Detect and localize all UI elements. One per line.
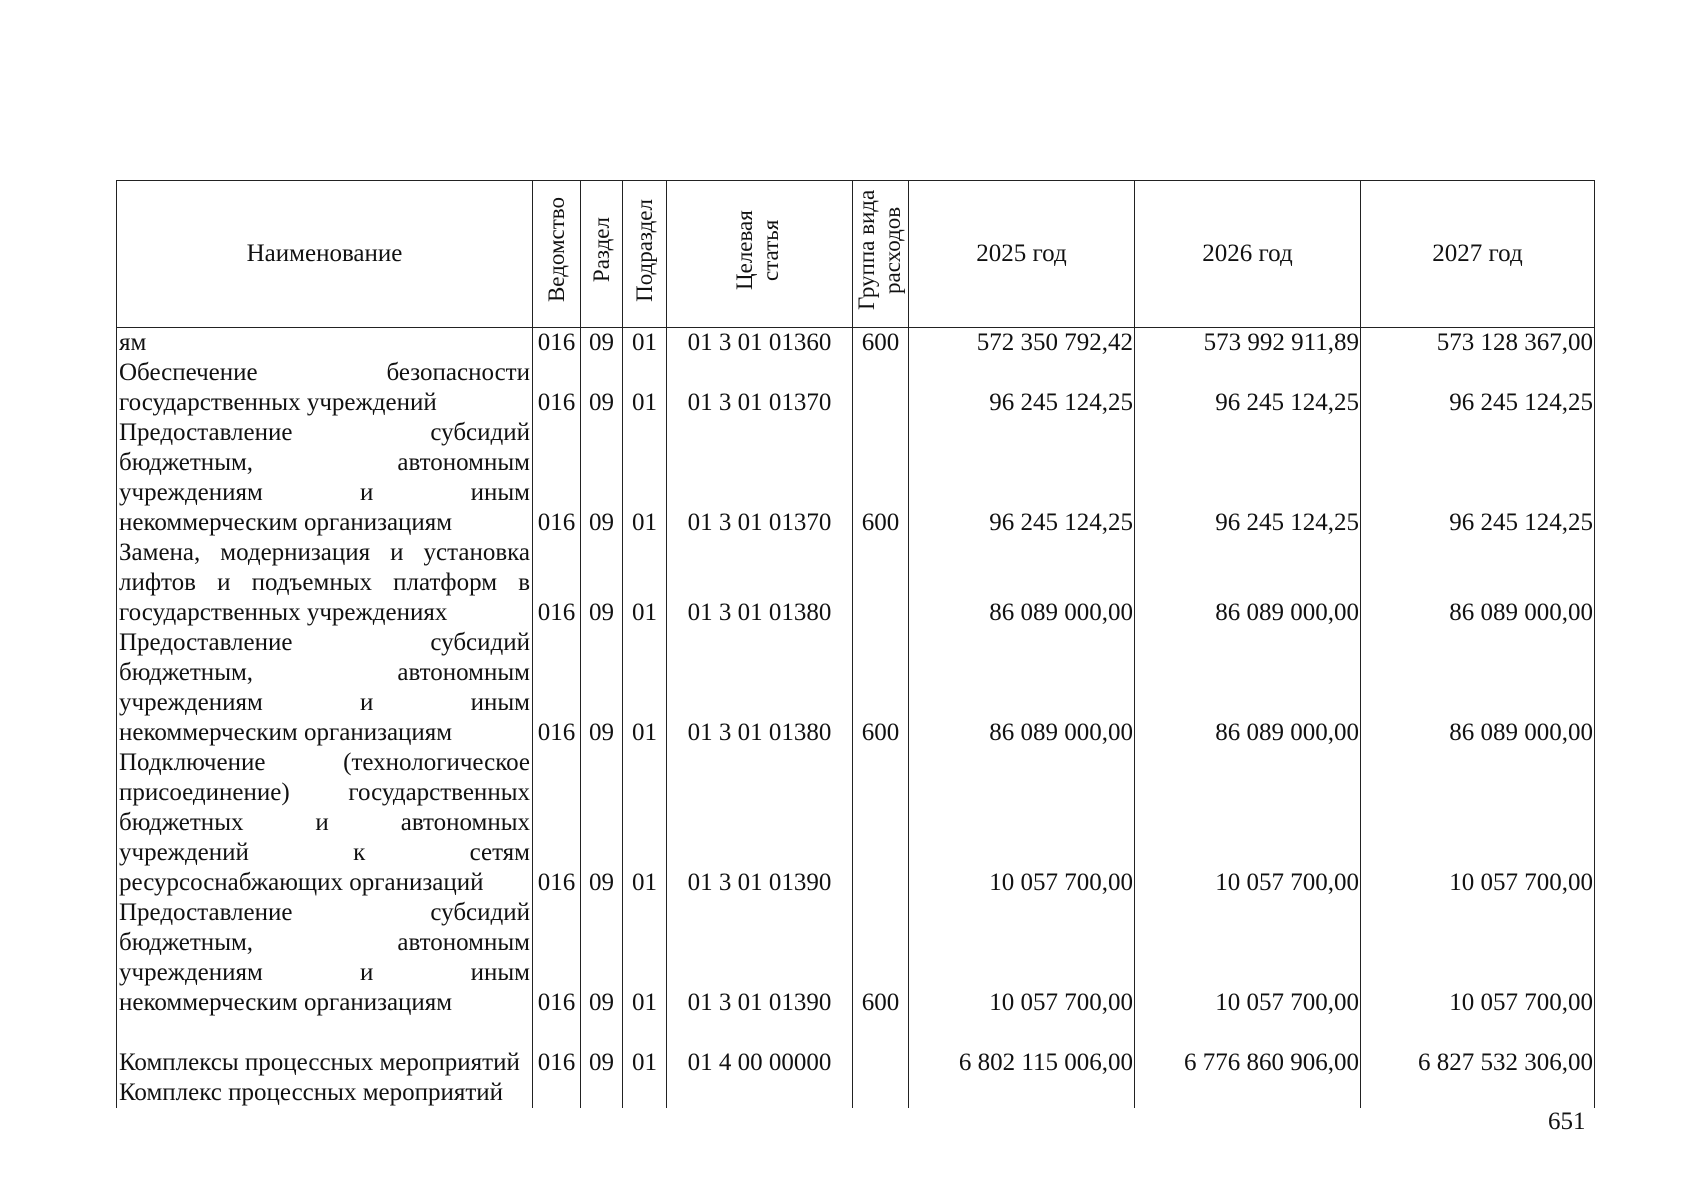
header-target-article: Целевая статья (667, 181, 853, 328)
row-amount-2026: 573 992 911,89 (1135, 328, 1361, 359)
row-amount-2025: 96 245 124,25 (909, 358, 1135, 418)
row-amount-2025 (909, 1078, 1135, 1108)
row-target-article: 01 3 01 01390 (667, 898, 853, 1018)
row-section: 09 (581, 1018, 623, 1078)
row-target-article: 01 3 01 01380 (667, 628, 853, 748)
table-row (117, 748, 1595, 898)
row-expense-group (853, 1018, 909, 1078)
row-target-article: 01 4 00 00000 (667, 1018, 853, 1078)
row-amount-2026 (1135, 1078, 1361, 1108)
row-section: 09 (581, 358, 623, 418)
row-amount-2027: 10 057 700,00 (1361, 748, 1595, 898)
row-department: 016 (533, 628, 581, 748)
header-subsection: Подраздел (623, 181, 667, 328)
row-department: 016 (533, 538, 581, 628)
row-subsection: 01 (623, 538, 667, 628)
row-amount-2026: 86 089 000,00 (1135, 628, 1361, 748)
table-row (117, 538, 1595, 628)
row-amount-2027: 6 827 532 306,00 (1361, 1018, 1595, 1078)
row-subsection: 01 (623, 628, 667, 748)
row-section: 09 (581, 538, 623, 628)
header-year-2025: 2025 год (909, 181, 1135, 328)
row-subsection: 01 (623, 1018, 667, 1078)
row-section: 09 (581, 628, 623, 748)
row-department (533, 1078, 581, 1108)
table-row (117, 898, 1595, 1018)
row-target-article: 01 3 01 01370 (667, 358, 853, 418)
row-amount-2027: 96 245 124,25 (1361, 358, 1595, 418)
row-name: Подключение (технологическое присоединение) государственных бюджетных и автономных учреждений к сетям ресурсоснабжающих организаций (117, 748, 533, 898)
row-amount-2026: 6 776 860 906,00 (1135, 1018, 1361, 1078)
header-section: Раздел (581, 181, 623, 328)
row-amount-2027: 96 245 124,25 (1361, 418, 1595, 538)
row-amount-2025: 86 089 000,00 (909, 538, 1135, 628)
table-row (117, 1078, 1595, 1108)
row-section: 09 (581, 898, 623, 1018)
row-amount-2027: 573 128 367,00 (1361, 328, 1595, 359)
row-target-article (667, 1078, 853, 1108)
row-subsection: 01 (623, 748, 667, 898)
header-expense-group: Группа вида расходов (853, 181, 909, 328)
row-amount-2026: 96 245 124,25 (1135, 418, 1361, 538)
header-year-2026: 2026 год (1135, 181, 1361, 328)
table-row (117, 418, 1595, 538)
row-amount-2027 (1361, 1078, 1595, 1108)
row-expense-group (853, 538, 909, 628)
row-department: 016 (533, 748, 581, 898)
row-amount-2026: 96 245 124,25 (1135, 358, 1361, 418)
row-department: 016 (533, 328, 581, 359)
table-row (117, 1018, 1595, 1078)
row-amount-2026: 86 089 000,00 (1135, 538, 1361, 628)
row-expense-group: 600 (853, 328, 909, 359)
row-expense-group (853, 748, 909, 898)
header-year-2027: 2027 год (1361, 181, 1595, 328)
row-subsection: 01 (623, 328, 667, 359)
row-section: 09 (581, 418, 623, 538)
row-amount-2025: 96 245 124,25 (909, 418, 1135, 538)
row-target-article: 01 3 01 01390 (667, 748, 853, 898)
row-name: Замена, модернизация и установка лифтов и подъемных платформ в государственных учреждениях (117, 538, 533, 628)
row-subsection: 01 (623, 418, 667, 538)
row-department: 016 (533, 358, 581, 418)
row-amount-2025: 572 350 792,42 (909, 328, 1135, 359)
table-row (117, 628, 1595, 748)
row-subsection: 01 (623, 358, 667, 418)
row-name: Предоставление субсидий бюджетным, автономным учреждениям и иным некоммерческим организациям (117, 628, 533, 748)
row-expense-group (853, 1078, 909, 1108)
table-row (117, 328, 1595, 359)
row-amount-2026: 10 057 700,00 (1135, 748, 1361, 898)
row-name: Обеспечение безопасности государственных учреждений (117, 358, 533, 418)
row-department: 016 (533, 418, 581, 538)
page-number: 651 (1548, 1108, 1586, 1135)
table-row (117, 358, 1595, 418)
row-section: 09 (581, 748, 623, 898)
row-target-article: 01 3 01 01370 (667, 418, 853, 538)
header-row (117, 181, 1595, 328)
row-expense-group: 600 (853, 898, 909, 1018)
row-amount-2026: 10 057 700,00 (1135, 898, 1361, 1018)
row-amount-2027: 10 057 700,00 (1361, 898, 1595, 1018)
row-section: 09 (581, 328, 623, 359)
row-expense-group (853, 358, 909, 418)
row-section (581, 1078, 623, 1108)
row-department: 016 (533, 898, 581, 1018)
header-department: Ведомство (533, 181, 581, 328)
row-amount-2025: 10 057 700,00 (909, 898, 1135, 1018)
row-amount-2027: 86 089 000,00 (1361, 538, 1595, 628)
row-subsection (623, 1078, 667, 1108)
row-name: Предоставление субсидий бюджетным, автономным учреждениям и иным некоммерческим организациям (117, 418, 533, 538)
row-target-article: 01 3 01 01380 (667, 538, 853, 628)
row-name: Комплексы процессных мероприятий (117, 1018, 533, 1078)
budget-table (116, 180, 1595, 1108)
row-amount-2025: 6 802 115 006,00 (909, 1018, 1135, 1078)
row-amount-2027: 86 089 000,00 (1361, 628, 1595, 748)
row-name: ям (117, 328, 533, 359)
row-amount-2025: 86 089 000,00 (909, 628, 1135, 748)
row-name: Комплекс процессных мероприятий (117, 1078, 533, 1108)
row-amount-2025: 10 057 700,00 (909, 748, 1135, 898)
row-target-article: 01 3 01 01360 (667, 328, 853, 359)
row-department: 016 (533, 1018, 581, 1078)
row-expense-group: 600 (853, 418, 909, 538)
row-expense-group: 600 (853, 628, 909, 748)
row-subsection: 01 (623, 898, 667, 1018)
header-name: Наименование (117, 181, 533, 328)
row-name: Предоставление субсидий бюджетным, автономным учреждениям и иным некоммерческим организациям (117, 898, 533, 1018)
